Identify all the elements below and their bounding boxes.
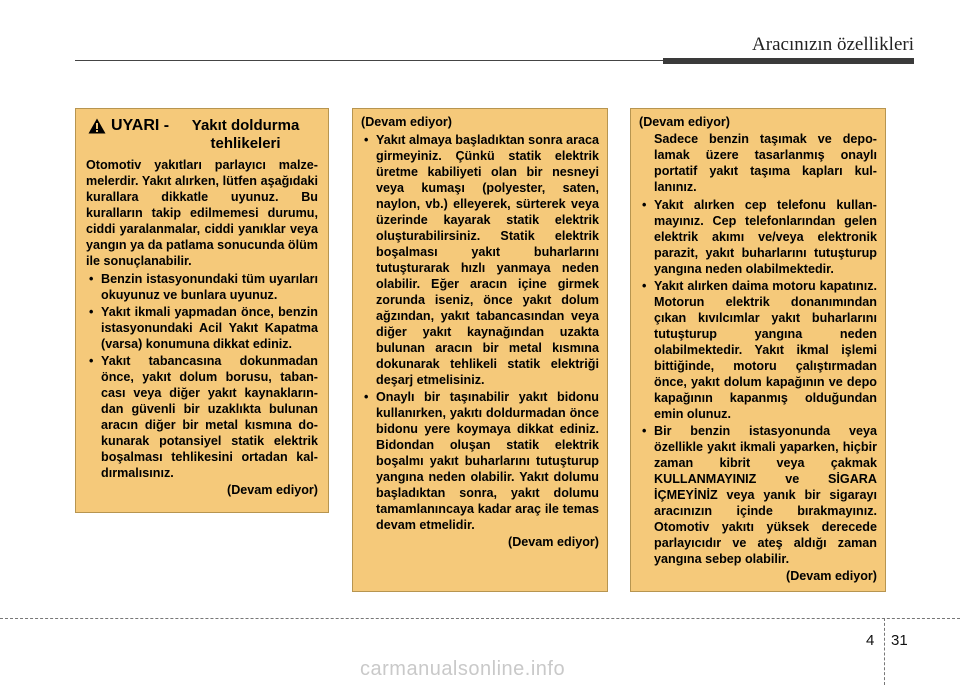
list-item: • Yakıt tabancasına dokunmadan önce, yakıt dolum borusu, tabancası veya diğer yakıt kaynaklarından güvenli bir uzaklıkta bulunan aracın diğer bir metal kısmına dokunarak potansiyel statik elektrik boşalması tehlikesini ortadan kaldırmalısınız. [86, 353, 318, 481]
warning-box-column-3 [630, 108, 886, 592]
list-item: • Benzin istasyonundaki tüm uyarıları okuyunuz ve bunlara uyunuz. [86, 271, 318, 303]
page-number: 31 [891, 632, 908, 649]
continued-label: (Devam ediyor) [508, 535, 599, 549]
warning-box-column-2 [352, 108, 608, 592]
warning-triangle-icon [88, 118, 106, 134]
list-item: • Yakıt ikmali yapmadan önce, benzin istasyonundaki Acil Yakıt Kapatma (varsa) konumuna dikkat ediniz. [86, 304, 318, 352]
warning-word: UYARI - [111, 117, 170, 134]
continued-top-label: (Devam ediyor) [639, 115, 730, 129]
warning-title: Yakıt doldurma tehlikeleri [191, 117, 300, 152]
list-item: • Yakıt alırken cep telefonu kullanmayınız. Cep telefonlarından gelen elektrik akımı ve/veya elektronik parazit, yakıt buharlarını tutuşturup yangına neden olabilmektedir. [639, 197, 877, 277]
continued-label: (Devam ediyor) [227, 483, 318, 497]
chapter-number: 4 [866, 632, 875, 649]
warning-intro: Otomotiv yakıtları parlayıcı malzemelerdir. Yakıt alırken, lütfen aşağıdaki kurallara dikkatle uyunuz. Bu kuralların takip edilmemesi durumu, ciddi yaralanmalar, ciddi yanıklar veya yangın ya da patlama sonucunda ölüm ile sonuçlanabilir. [86, 158, 318, 268]
warning-heading [86, 117, 318, 153]
bullet-list [86, 271, 318, 481]
continued-top-label: (Devam ediyor) [361, 115, 452, 129]
watermark: carmanualsonline.info [360, 658, 566, 680]
header-rule-thick [663, 58, 914, 64]
list-item: • Yakıt alırken daima motoru kapatınız. Motorun elektrik donanımından çıkan kıvılcımlar yakıt buharlarını tutuşturup yangına neden olabilmektedir. Yakıt ikmal işlemi bittiğinde, motoru çalıştırmadan önce, yakıt dolum kapağının ve depo kapağının kapanmış olduğundan emin olunuz. [639, 278, 877, 422]
footer-dashed-rule [0, 618, 960, 619]
page-header-title: Aracınızın özellikleri [752, 34, 914, 55]
bullet-list [361, 132, 599, 533]
list-item: • Bir benzin istasyonunda veya özellikle yakıt ikmali yaparken, hiçbir zaman kibrit veya çakmak KULLANMAYINIZ ve SİGARA İÇMEYİNİZ veya yanık bir sigarayı aracınızın içinde bırakmayınız. Otomotiv yakıtı yüksek derecede parlayıcıdır ve ateş aldığı zaman yangına sebep olabilir. [639, 423, 877, 567]
warning-box-column-1 [75, 108, 329, 513]
bullet-list [639, 197, 877, 567]
list-item: • Onaylı bir taşınabilir yakıt bidonu kullanırken, yakıtı doldurmadan önce bidonu yere koymaya dikkat ediniz. Bidondan oluşan statik elektrik boşalmı yakıt buharlarını tutuşturup yangına neden olabilir. Yakıt dolumu başladıktan sonra, yakıt dolumu tamamlanıncaya kadar araç ile temas devam etmelidir. [361, 389, 599, 533]
continued-label: (Devam ediyor) [786, 569, 877, 583]
carry-over-text: Sadece benzin taşımak ve depolamak üzere tasarlanmış onaylı portatif yakıt taşıma kapları kullanınız. [654, 132, 877, 194]
list-item: • Yakıt almaya başladıktan sonra araca girmeyiniz. Çünkü statik elektrik üretme kabiliyeti olan bir nesneyi veya kumaşı (polyester, saten, naylon, vb.) elleyerek, sürterek veya üzerinde kayarak statik elektrik oluşturabilirsiniz. Statik elektrik boşalması yakıt buharlarını tutuşturarak hızlı yanmaya neden olabilir. Eğer aracın içine girmek zorunda iseniz, önce yakıt dolum ağzından, yakıt tabancasından veya diğer yakıt kaynağından uzakta bulunan aracın bir metal kısmına dokunarak tehlikeli statik elektriği deşarj etmelisiniz. [361, 132, 599, 388]
page-number-separator [884, 618, 885, 685]
header-rule-thin [75, 60, 665, 61]
